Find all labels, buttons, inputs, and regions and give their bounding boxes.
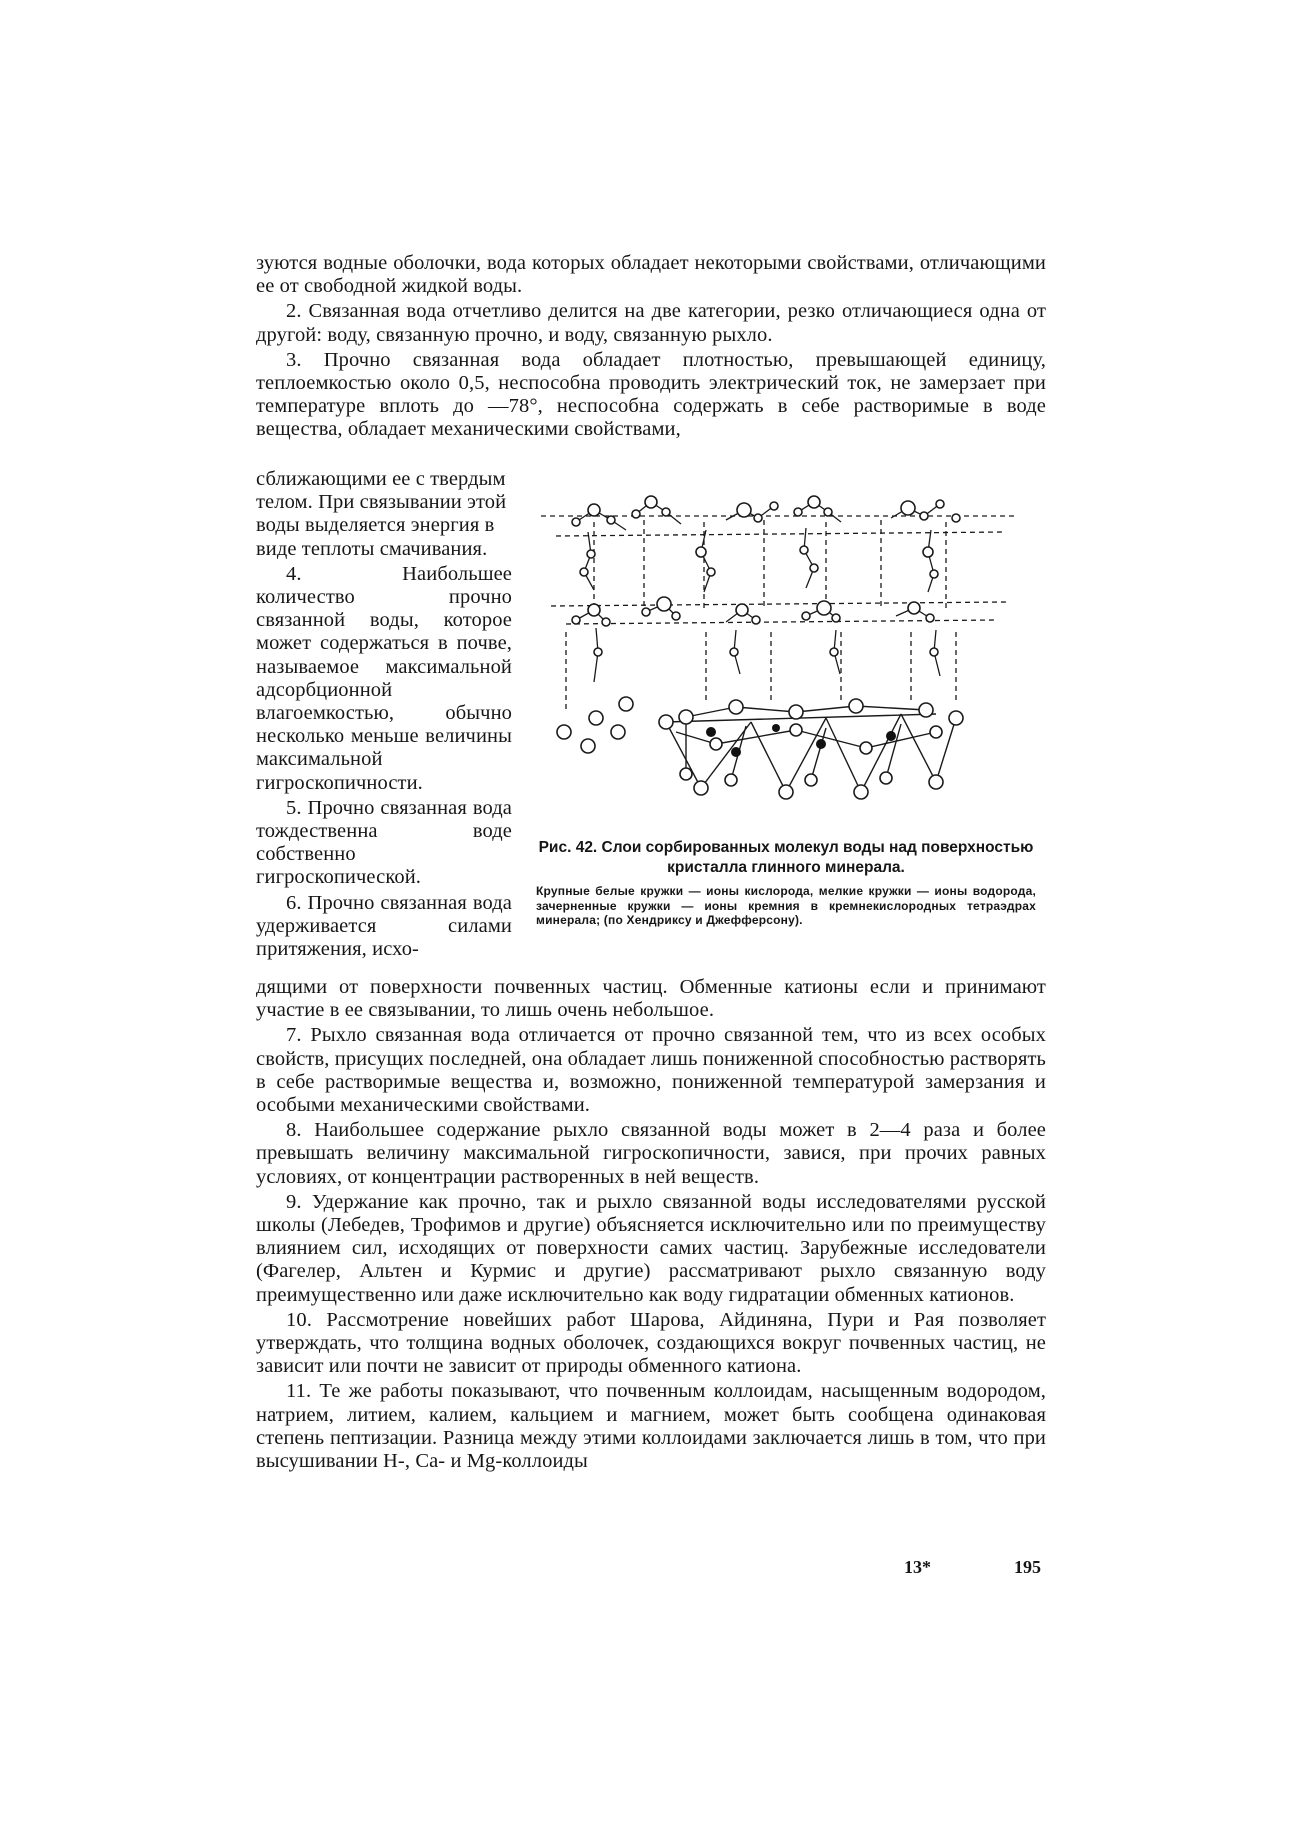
page-number: 195	[1014, 1557, 1041, 1577]
figure-caption-note: Крупные белые кружки — ионы кислорода, мелкие кружки — ионы водорода, зачерненные кружки — ионы кремния в кремнекислородных тетраэдрах минерала; (по Хендриксу и Джефферсону).	[536, 884, 1036, 927]
paragraph-4: 4. Наибольшее количество прочно связанной воды, которое может содержаться в почве, называемое максимальной адсорбционной влагоемкостью, обычно несколько меньше величины максимальной гигроскопичности.	[256, 562, 512, 794]
paragraph-6-end: дящими от поверхности почвенных частиц. Обменные катионы если и принимают участие в ее связывании, то лишь очень небольшое.	[256, 976, 1046, 1022]
bottom-text-block	[256, 976, 1046, 1473]
paragraph-9: 9. Удержание как прочно, так и рыхло связанной воды исследователями русской школы (Лебедев, Трофимов и другие) объясняется исключительно или по преимуществу влиянием сил, исходящих от поверхности самих частиц. Зарубежные исследователи (Фагелер, Альтен и Курмис и другие) рассматривают рыхло связанную воду преимущественно или даже исключительно как воду гидратации обменных катионов.	[256, 1190, 1046, 1306]
figure-caption-title: Рис. 42. Слои сорбированных молекул воды над поверхностью кристалла глинного минерала.	[538, 839, 1034, 876]
top-text-block	[256, 252, 1046, 442]
crystal-layer-figure	[536, 492, 1028, 824]
paragraph-7: 7. Рыхло связанная вода отличается от прочно связанной тем, что из всех особых свойств, присущих последней, она обладает лишь пониженной способностью растворять в себе растворимые вещества и, возможно, пониженной температурой замерзания и особыми механическими свойствами.	[256, 1024, 1046, 1117]
paragraph-8: 8. Наибольшее содержание рыхло связанной воды может в 2—4 раза и более превышать величину максимальной гигроскопичности, завися, при прочих равных условиях, от концентрации растворенных в ней веществ.	[256, 1119, 1046, 1188]
paragraph-3: 3. Прочно связанная вода обладает плотностью, превышающей единицу, теплоемкостью около 0,5, неспособна проводить электрический ток, не замерзает при температуре вплоть до —78°, неспособна содержать в себе растворимые в воде вещества, обладает механическими свойствами,	[256, 348, 1046, 441]
paragraph-2: 2. Связанная вода отчетливо делится на две категории, резко отличающиеся одна от другой: воду, связанную прочно, и воду, связанную рыхло.	[256, 300, 1046, 346]
paragraph-10: 10. Рассмотрение новейших работ Шарова, Айдиняна, Пури и Рая позволяет утверждать, что толщина водных оболочек, создающихся вокруг почвенных частиц, не зависит или почти не зависит от природы обменного катиона.	[256, 1308, 1046, 1378]
signature-mark: 13*	[904, 1557, 931, 1577]
paragraph-5: 5. Прочно связанная вода тождественна воде собственно гигроскопической.	[256, 796, 512, 889]
paragraph-continuation: зуются водные оболочки, вода которых обладает некоторыми свойствами, отличающими ее от свободной жидкой воды.	[256, 252, 1046, 298]
paragraph-3-end: сближающими ее с твердым телом. При связывании этой воды выделяется энергия в виде теплоты смачивания.	[256, 468, 507, 560]
paragraph-6: 6. Прочно связанная вода удерживается силами притяжения, исхо-	[256, 891, 512, 961]
paragraph-11: 11. Те же работы показывают, что почвенным коллоидам, насыщенным водородом, натрием, литием, калием, кальцием и магнием, может быть сообщена одинаковая степень пептизации. Разница между этими коллоидами заключается лишь в том, что при высушивании H-, Ca- и Mg-коллоиды	[256, 1380, 1046, 1473]
side-column	[256, 468, 512, 961]
